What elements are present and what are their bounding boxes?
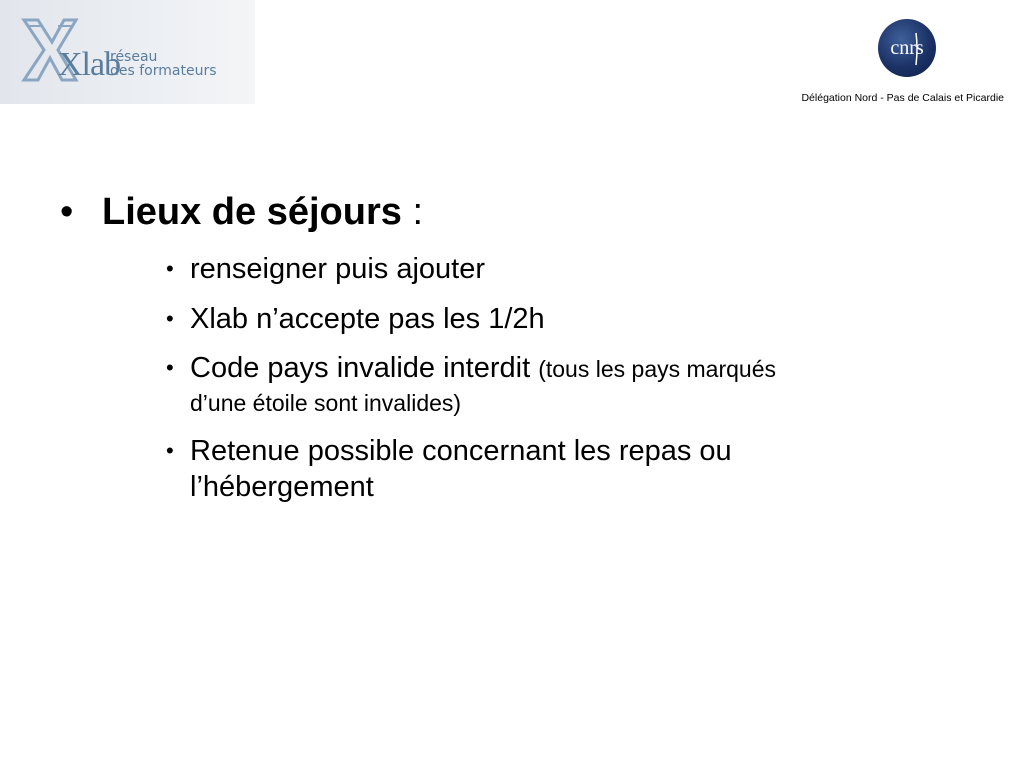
list-item-note-line2: d’une étoile sont invalides): [190, 390, 462, 416]
list-item-text: Retenue possible concernant les repas ou: [190, 435, 732, 467]
list-item-text: Xlab n’accepte pas les 1/2h: [190, 303, 545, 335]
list-item: [166, 350, 930, 419]
bullet-icon: •: [166, 256, 174, 281]
bullet-icon: •: [166, 355, 174, 380]
cnrs-logo-mark-icon: [878, 19, 936, 77]
list-item-text-line2: l’hébergement: [190, 471, 374, 503]
xlab-tagline: [110, 50, 217, 78]
list-item: [166, 301, 930, 337]
list-item: [166, 251, 930, 287]
cnrs-logo: [878, 19, 936, 77]
heading-suffix: :: [401, 191, 424, 233]
xlab-logo: [0, 0, 255, 104]
cnrs-logo-text: cnrs: [890, 37, 924, 59]
level1-bullet-item: [60, 188, 423, 236]
xlab-wordmark: Xlab: [58, 46, 121, 83]
bullet-icon: •: [166, 306, 174, 331]
list-item-note: (tous les pays marqués: [538, 356, 776, 382]
bullet-icon: •: [60, 191, 74, 233]
slide-heading: Lieux de séjours: [102, 191, 402, 233]
xlab-tagline-line1: réseau: [110, 49, 158, 65]
list-item-text: Code pays invalide interdit: [190, 352, 531, 384]
list-item-text: renseigner puis ajouter: [190, 253, 486, 285]
xlab-tagline-line2: des formateurs: [110, 63, 217, 79]
list-item: [166, 433, 930, 505]
bullet-icon: •: [166, 438, 174, 463]
delegation-caption: Délégation Nord - Pas de Calais et Picardie: [801, 92, 1004, 104]
